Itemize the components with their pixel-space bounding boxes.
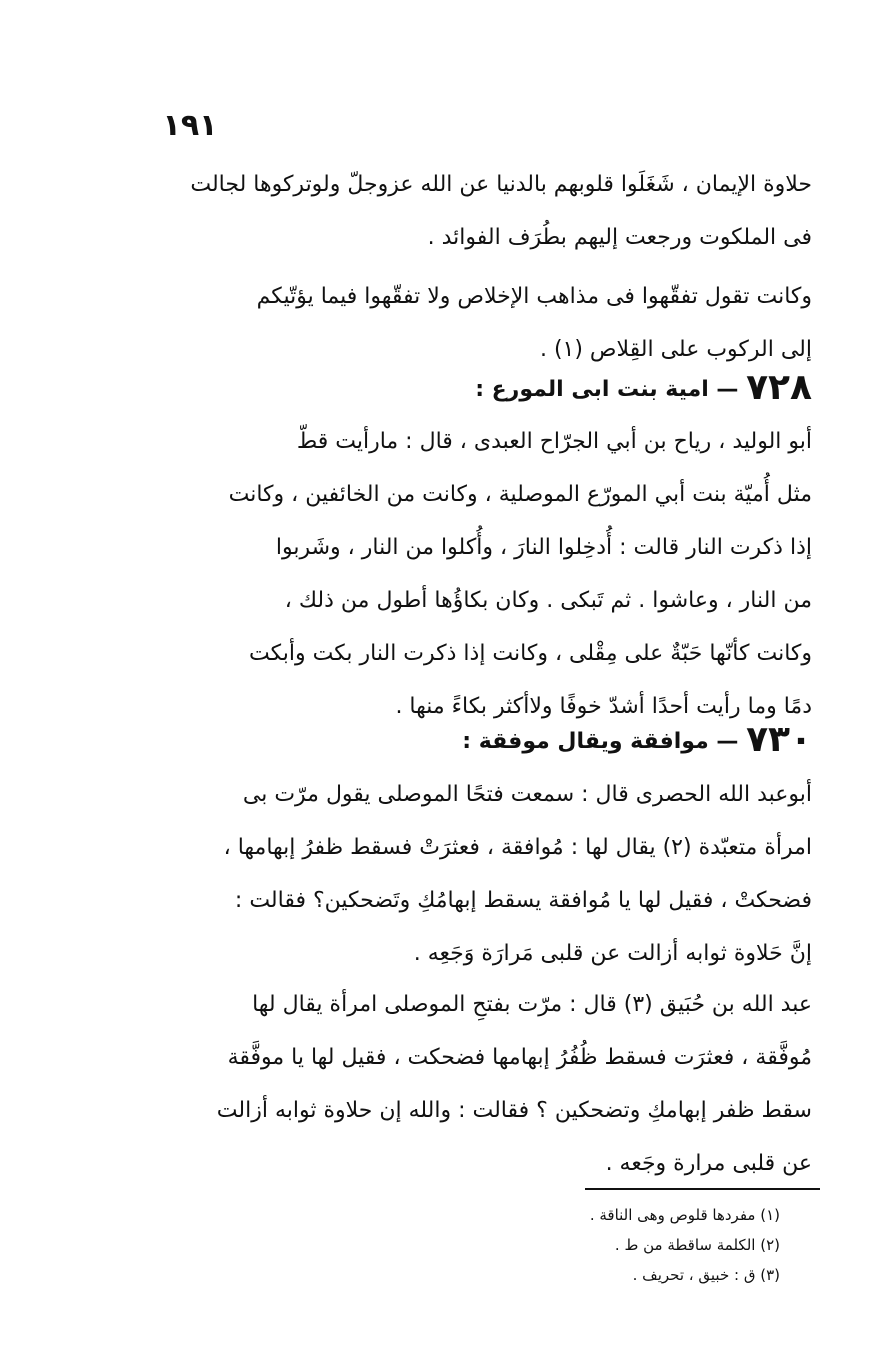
entry-728-body	[140, 415, 812, 733]
text-line: وكانت تقول تفقّهوا فى مذاهب الإخلاص ولا تفقّهوا فيما يؤتّيكم	[256, 284, 812, 309]
text-line: فى الملكوت ورجعت إليهم بطُرَف الفوائد .	[427, 225, 812, 250]
text-line: وكانت كأنّها حَبّةٌ على مِقْلى ، وكانت إذا ذكرت النار بكت وأبكت	[249, 641, 812, 666]
footnote: (١) مفردها قلوص وهى الناقة .	[589, 1206, 780, 1224]
text-line: فضحكتْ ، فقيل لها يا مُوافقة يسقط إبهامُكِ وتَضحكين؟ فقالت :	[234, 888, 812, 913]
entry-728-heading	[140, 368, 812, 410]
entry-730-body-2	[140, 978, 812, 1190]
text-line: دمًا وما رأيت أحدًا أشدّ خوفًا ولاأكثر بكاءً منها .	[395, 694, 812, 719]
text-line: إنَّ حَلاوة ثوابه أزالت عن قلبى مَرارَة وَجَعِه .	[413, 941, 812, 966]
footnote: (٣) ق : خبيق ، تحريف .	[632, 1266, 780, 1284]
text-line: إذا ذكرت النار قالت : أُدخِلوا النارَ ، وأُكلوا من النار ، وشَربوا	[275, 535, 812, 560]
entry-dash: —	[716, 729, 739, 754]
entry-title: موافقة ويقال موفقة :	[462, 729, 709, 754]
entry-730-heading	[140, 720, 812, 762]
text-line: إلى الركوب على القِلاص (١) .	[539, 337, 812, 362]
intro-paragraph-2	[140, 270, 812, 376]
page-number: ١٩١	[162, 108, 218, 143]
entry-number: ٧٣٠	[746, 719, 812, 760]
text-line: سقط ظفر إبهامكِ وتضحكين ؟ فقالت : والله إن حلاوة ثوابه أزالت	[216, 1098, 812, 1123]
text-line: من النار ، وعاشوا . ثم تَبكى . وكان بكاؤُها أطول من ذلك ،	[284, 588, 812, 613]
text-line: امرأة متعبّدة (٢) يقال لها : مُوافقة ، فعثرَتْ فسقط ظفرُ إبهامها ،	[223, 835, 812, 860]
text-line: مثل أُميّة بنت أبي المورّع الموصلية ، وكانت من الخائفين ، وكانت	[228, 482, 812, 507]
entry-number: ٧٢٨	[746, 367, 812, 408]
text-line: عن قلبى مرارة وجَعه .	[605, 1151, 812, 1176]
text-line: حلاوة الإيمان ، شَغَلَوا قلوبهم بالدنيا عن الله عزوجلّ ولوتركوها لجالت	[190, 172, 812, 197]
entry-730-body-1	[140, 768, 812, 980]
text-line: مُوفَّقة ، فعثرَت فسقط ظُفُرُ إبهامها فضحكت ، فقيل لها يا موفَّقة	[227, 1045, 812, 1070]
footnotes	[440, 1200, 780, 1290]
text-line: أبوعبد الله الحصرى قال : سمعت فتحًا الموصلى يقول مرّت بى	[242, 782, 812, 807]
entry-title: امية بنت ابى المورع :	[475, 377, 709, 402]
entry-dash: —	[716, 377, 739, 402]
footnote-divider	[585, 1188, 820, 1190]
text-line: عبد الله بن حُبَيق (٣) قال : مرّت بفتحِ الموصلى امرأة يقال لها	[252, 992, 812, 1017]
intro-paragraph	[140, 158, 812, 264]
footnote: (٢) الكلمة ساقطة من ط .	[614, 1236, 780, 1254]
text-line: أبو الوليد ، رياح بن أبي الجرّاح العبدى ، قال : مارأيت قطّ	[296, 429, 812, 454]
